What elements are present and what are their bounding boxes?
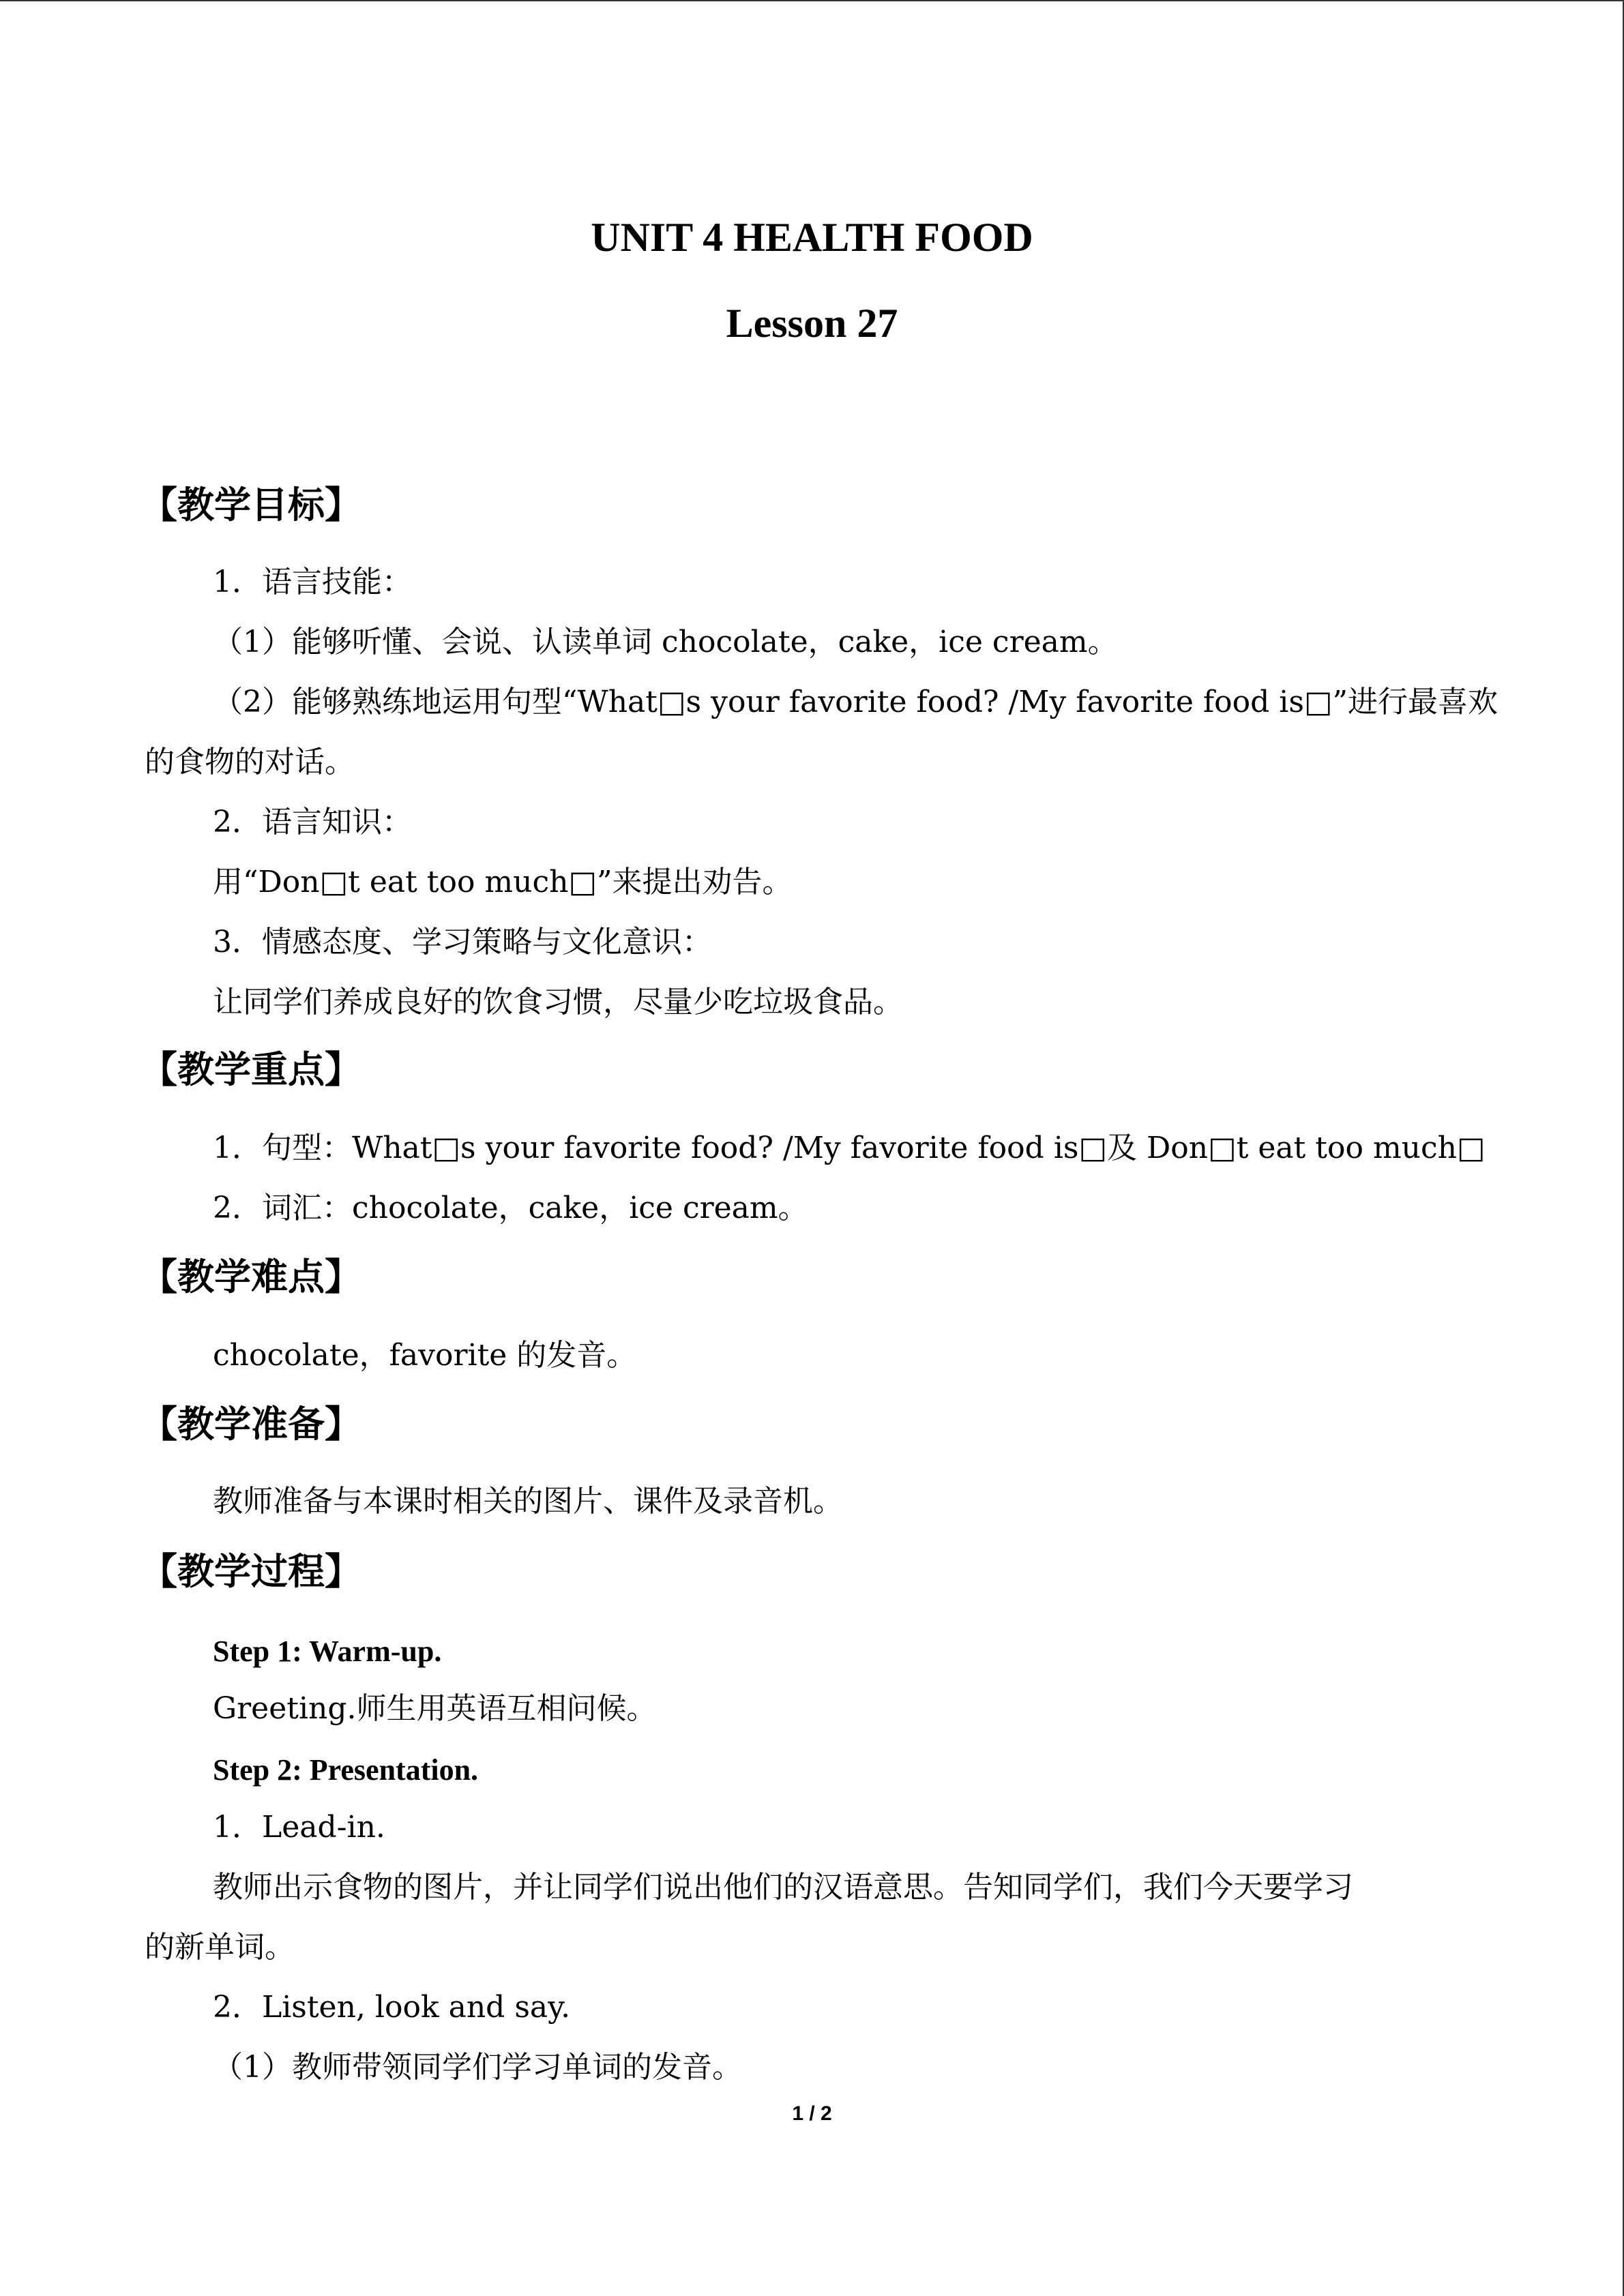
key-points-line: 1．句型：What□s your favorite food? /My favorite food is□及 Don□t eat too much□ [213,1131,1486,1165]
objectives-line: 用“Don□t eat too much□”来提出劝告。 [213,865,793,899]
key-points-line: 2．词汇：chocolate，cake，ice cream。 [213,1191,808,1225]
difficulties-line: chocolate，favorite 的发音。 [213,1338,637,1373]
process-line: 2．Listen, look and say. [213,1990,571,2025]
objectives-line: （1）能够听懂、会说、认读单词 chocolate，cake，ice cream。 [213,625,1118,659]
process-line: （1）教师带领同学们学习单词的发音。 [213,2050,742,2085]
objectives-line: （2）能够熟练地运用句型“What□s your favorite food? /My favorite food is□”进行最喜欢 [213,685,1498,719]
objectives-line: 的食物的对话。 [145,745,355,779]
objectives-line: 3．情感态度、学习策略与文化意识： [213,925,712,959]
lesson-title: Lesson 27 [726,301,898,346]
objectives-line: 2．语言知识： [213,805,412,839]
process-line: 教师出示食物的图片，并让同学们说出他们的汉语意思。告知同学们，我们今天要学习 [213,1870,1353,1905]
process-line: 1．Lead-in. [213,1810,385,1845]
process-line: 的新单词。 [145,1930,295,1965]
process-step-heading: Step 2: Presentation. [213,1753,479,1787]
section-heading-preparation: 【教学准备】 [141,1403,361,1446]
process-line: Greeting.师生用英语互相问候。 [213,1691,657,1726]
section-heading-difficulties: 【教学难点】 [141,1255,361,1298]
process-step-heading: Step 1: Warm-up. [213,1635,442,1668]
preparation-line: 教师准备与本课时相关的图片、课件及录音机。 [213,1484,843,1519]
objectives-line: 1．语言技能： [213,565,412,599]
section-heading-key-points: 【教学重点】 [141,1048,361,1091]
objectives-line: 让同学们养成良好的饮食习惯，尽量少吃垃圾食品。 [213,985,903,1019]
page-top-border [0,0,1623,2]
section-heading-process: 【教学过程】 [141,1550,361,1593]
page-number: 1 / 2 [792,2102,832,2125]
section-heading-objectives: 【教学目标】 [141,483,361,526]
unit-title: UNIT 4 HEALTH FOOD [591,215,1033,260]
